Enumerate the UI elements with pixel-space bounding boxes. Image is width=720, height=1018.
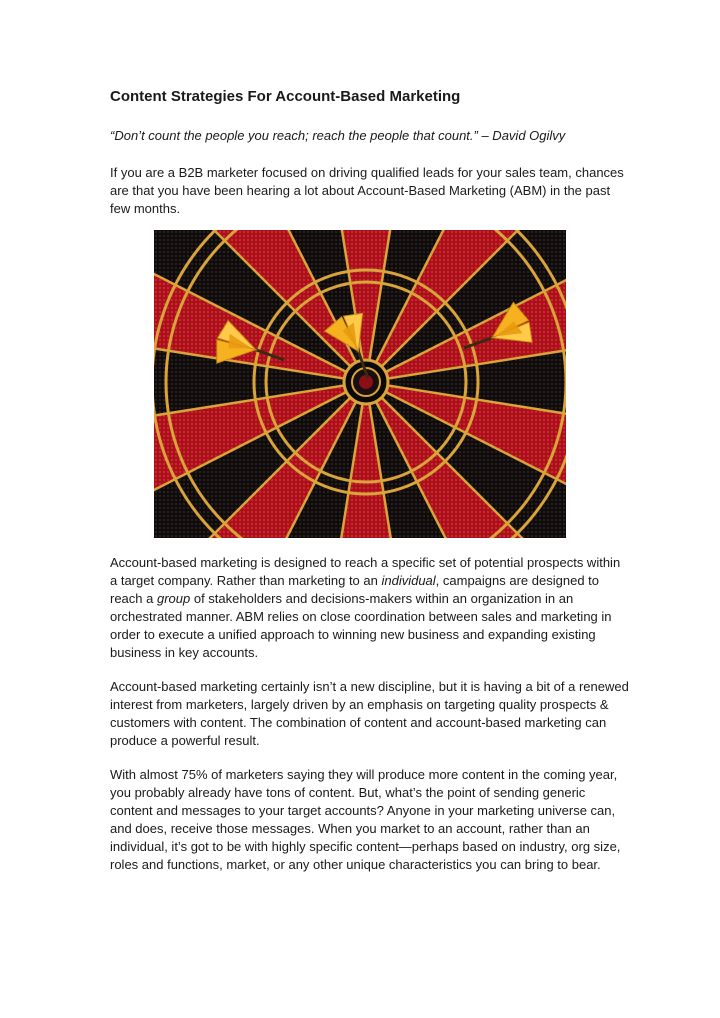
emphasis-individual: individual bbox=[381, 573, 436, 588]
dartboard bbox=[154, 230, 566, 538]
intro-paragraph: If you are a B2B marketer focused on driving qualified leads for your sales team, chances are that you have been hearing a lot about Account-Based Marketing (ABM) in the past few months. bbox=[110, 165, 624, 216]
abm-definition-paragraph: Account-based marketing is designed to reach a specific set of potential prospects within a target company. Rather than marketing to an individual, campaigns are designed to reach a group of stakeholders and decisions-makers within an organization in an orchestrated manner. ABM relies on close coordination between sales and marketing in order to execute a unified approach to winning new business and expanding existing business in key accounts. bbox=[110, 555, 621, 660]
renewed-interest-paragraph: Account-based marketing certainly isn’t a new discipline, but it is having a bit of a renewed interest from marketers, largely driven by an emphasis on targeting quality prospects & customers with content. The combination of content and account-based marketing can produce a powerful result. bbox=[110, 679, 629, 748]
content-strategy-paragraph: With almost 75% of marketers saying they will produce more content in the coming year, you probably already have tons of content. But, what’s the point of sending generic content and messages to your target accounts? Anyone in your marketing universe can, and does, receive those messages. When you market to an account, rather than an individual, it’s got to be with highly specific content—perhaps based on industry, org size, roles and functions, market, or any other unique characteristics you can bring to bear. bbox=[110, 767, 621, 872]
bullseye-center bbox=[359, 375, 373, 389]
page-title: Content Strategies For Account-Based Marketing bbox=[110, 88, 461, 105]
dartboard-photo bbox=[154, 230, 566, 538]
emphasis-group: group bbox=[156, 591, 191, 606]
opening-quote: “Don’t count the people you reach; reach the people that count.” – David Ogilvy bbox=[110, 128, 566, 143]
